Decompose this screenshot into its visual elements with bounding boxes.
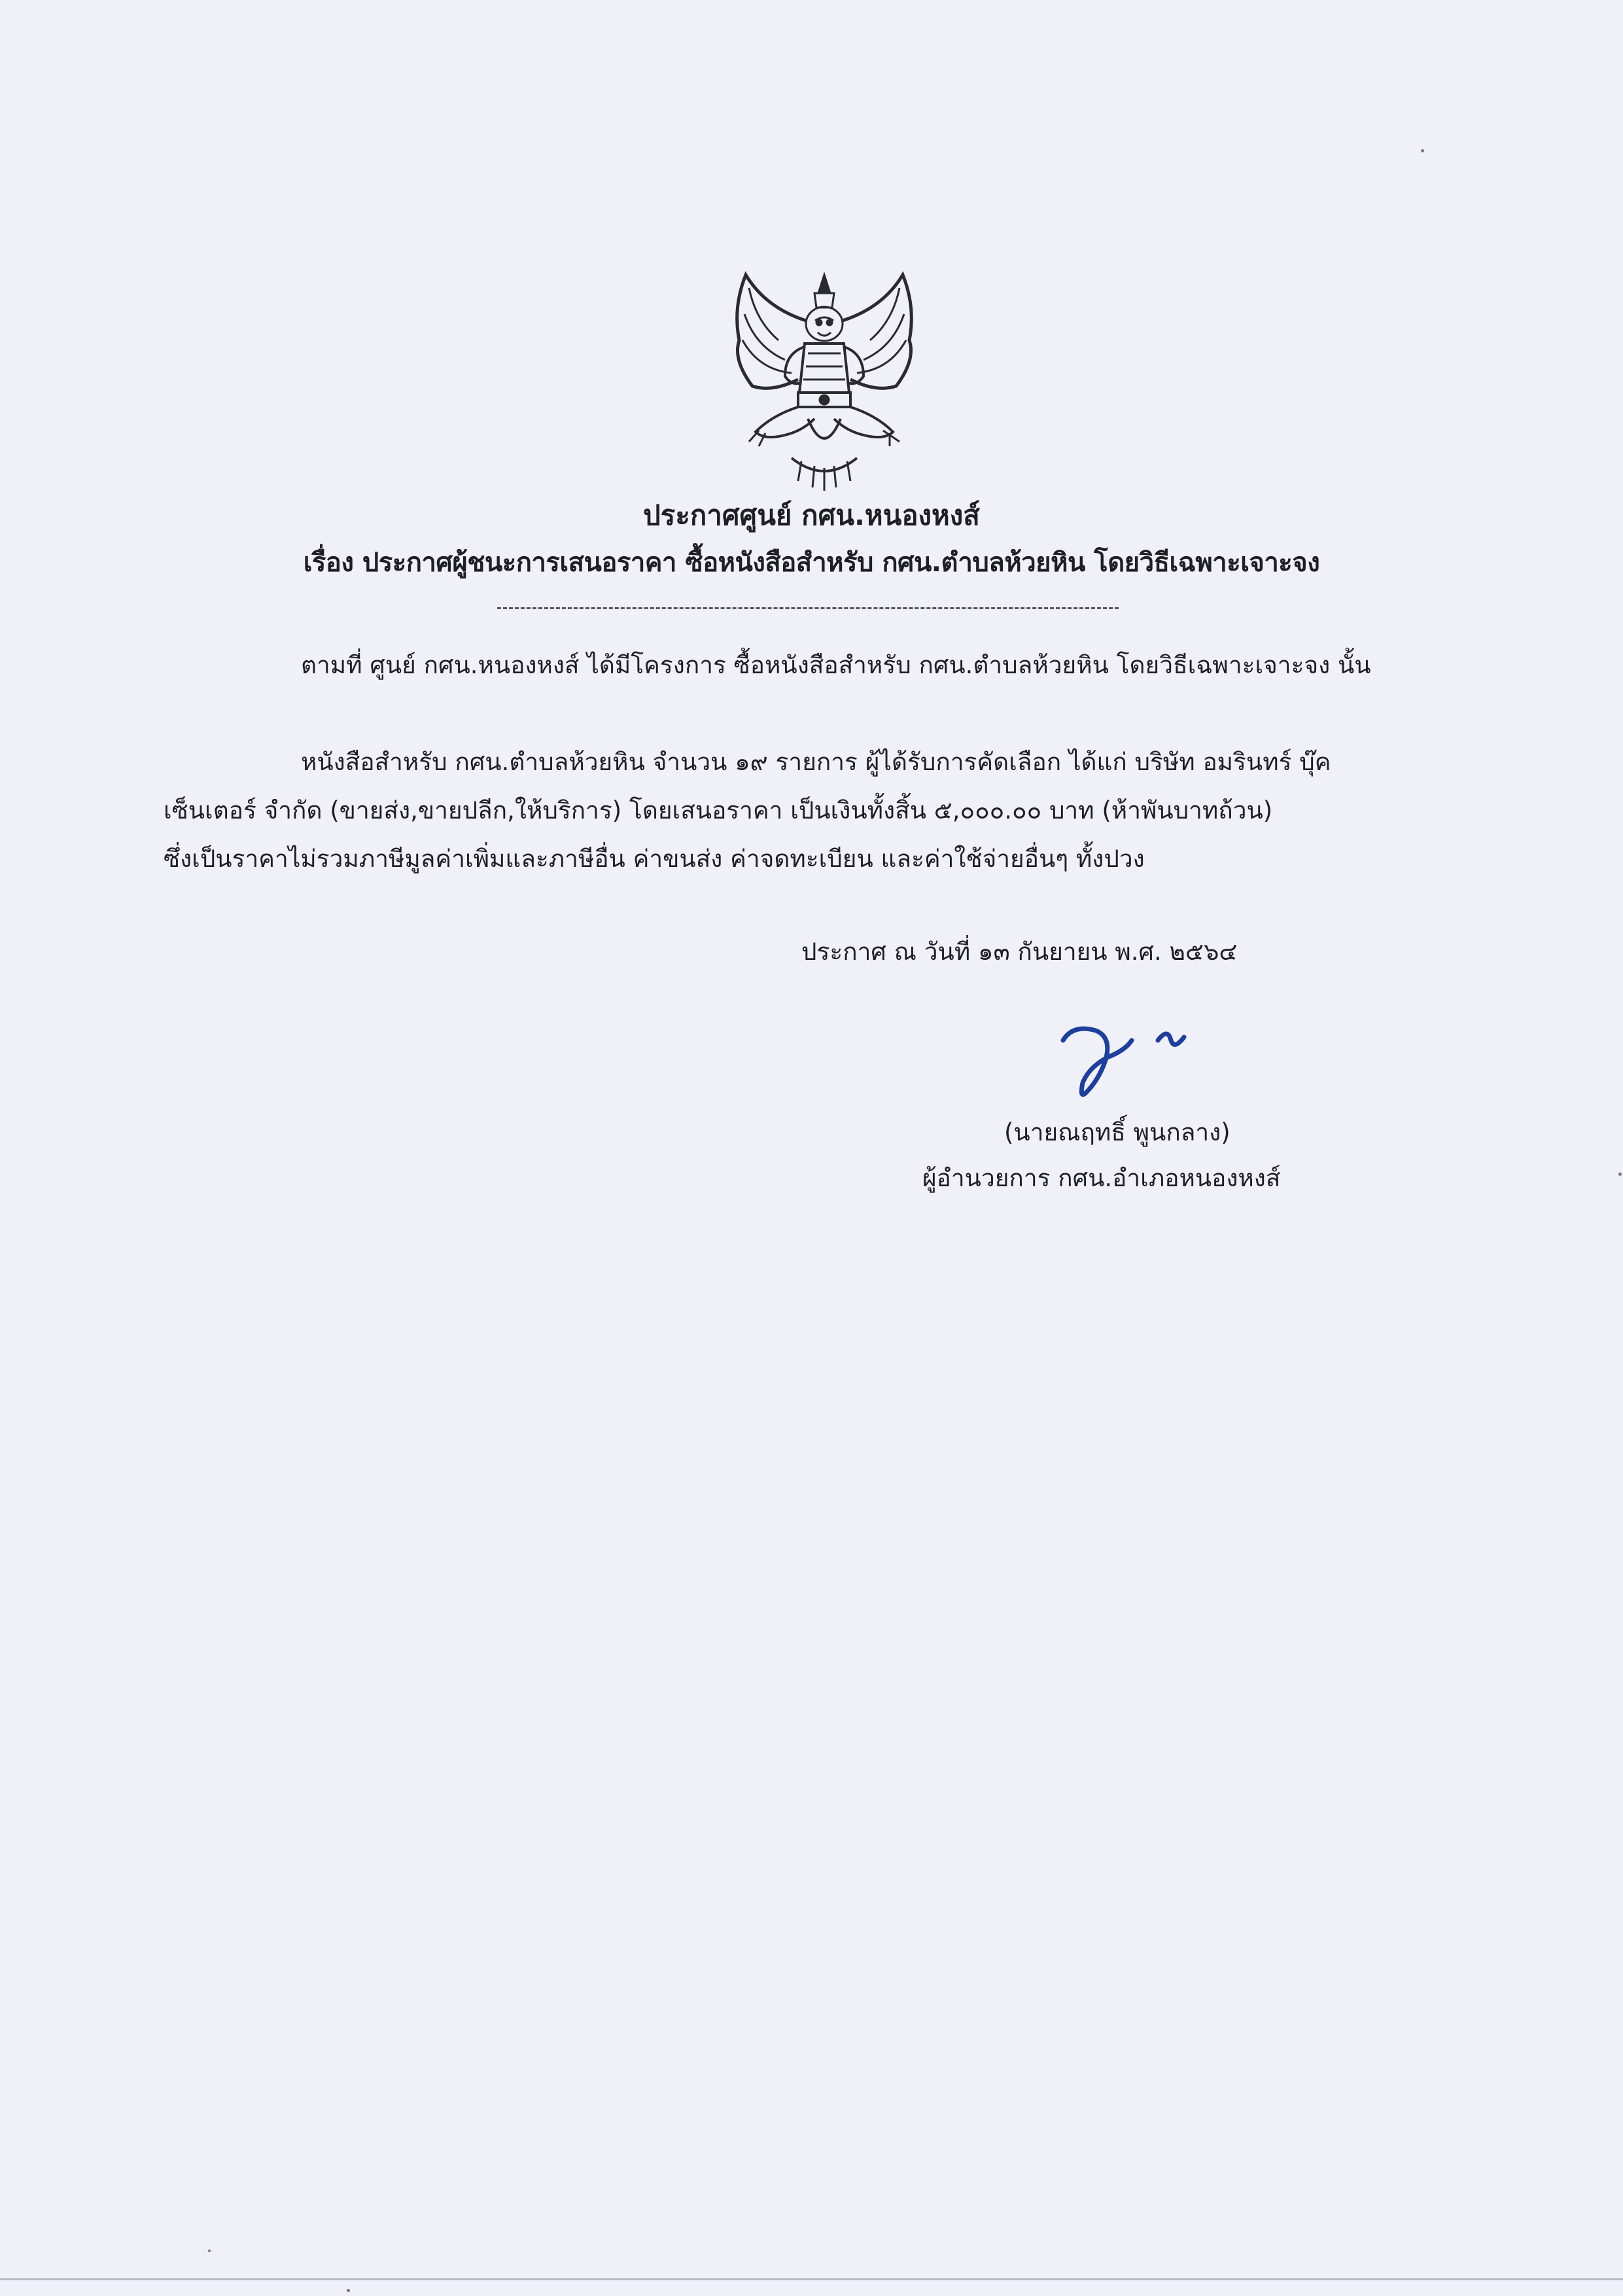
handwritten-signature-icon xyxy=(1047,1011,1236,1109)
body-paragraph-1: ตามที่ ศูนย์ กศน.หนองหงส์ ได้มีโครงการ ซื้อหนังสือสำหรับ กศน.ตำบลห้วยหิน โดยวิธีเฉพาะเจาะจง นั้น xyxy=(301,651,1371,679)
announcement-date: ประกาศ ณ วันที่ ๑๓ กันยายน พ.ศ. ๒๕๖๔ xyxy=(801,938,1238,966)
signer-name: (นายณฤทธิ์ พูนกลาง) xyxy=(1004,1118,1230,1146)
body-paragraph-3: ซึ่งเป็นราคาไม่รวมภาษีมูลค่าเพิ่มและภาษีอื่น ค่าขนส่ง ค่าจดทะเบียน และค่าใช้จ่ายอื่นๆ ทั้งปวง xyxy=(164,845,1145,873)
signer-position: ผู้อำนวยการ กศน.อำเภอหนองหงส์ xyxy=(922,1164,1281,1192)
announcement-subject: เรื่อง ประกาศผู้ชนะการเสนอราคา ซื้อหนังสือสำหรับ กศน.ตำบลห้วยหิน โดยวิธีเฉพาะเจาะจง xyxy=(303,548,1320,578)
scan-edge-line xyxy=(0,2278,1623,2280)
scan-speck xyxy=(347,2289,350,2292)
body-paragraph-2: หนังสือสำหรับ กศน.ตำบลห้วยหิน จำนวน ๑๙ รายการ ผู้ได้รับการคัดเลือก ได้แก่ บริษัท อมรินทร์ บุ๊ค เซ็นเตอร์ จำกัด (ขายส่ง,ขายปลีก,ให้บริการ) โดยเสนอราคา เป็นเงินทั้งสิ้น ๕,๐๐๐.๐๐ บาท (ห้าพันบาทถ้วน) xyxy=(164,748,1331,824)
scan-speck xyxy=(208,2250,211,2252)
scan-speck xyxy=(1421,149,1424,152)
scan-speck xyxy=(1618,1173,1622,1176)
garuda-emblem-icon xyxy=(693,262,955,497)
divider xyxy=(497,607,1119,609)
announcement-title: ประกาศศูนย์ กศน.หนองหงส์ xyxy=(643,499,980,531)
